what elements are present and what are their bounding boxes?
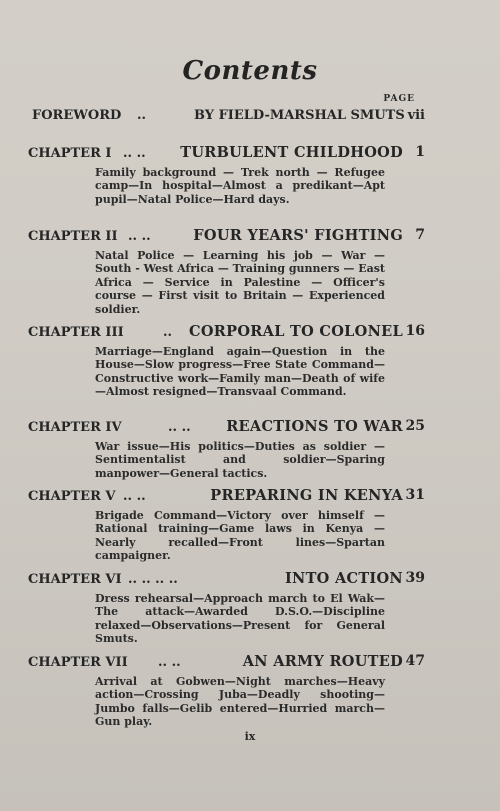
chapter-entry-4: [28, 418, 425, 480]
chapter-leader-dots: .. ..: [128, 229, 151, 244]
chapter-title: AN ARMY ROUTED: [242, 653, 403, 670]
chapter-label: CHAPTER II: [28, 229, 118, 244]
chapter-summary: Brigade Command—Victory over himself —Rational training—Game laws in Kenya —Nearly recalled—Front lines—Spartan campaigner.: [95, 509, 385, 563]
chapter-page-number: 16: [405, 323, 425, 339]
chapter-label: CHAPTER VI: [28, 572, 122, 587]
chapter-label: CHAPTER III: [28, 325, 124, 340]
chapter-page-number: 47: [405, 653, 425, 669]
chapter-page-number: 25: [405, 418, 425, 434]
chapter-leader-dots: .. ..: [123, 146, 146, 161]
chapter-page-number: 7: [415, 227, 425, 243]
chapter-summary: Family background — Trek north — Refugee camp—In hospital—Almost a predikant—Apt pupil—Natal Police—Hard days.: [95, 166, 385, 206]
chapter-summary: Natal Police — Learning his job — War — South - West Africa — Training gunners — East Africa — Service in Palestine — Officer's course — First visit to Britain — Experienced soldier.: [95, 249, 385, 316]
foreword-title: BY FIELD-MARSHAL SMUTS: [194, 108, 405, 123]
page-column-header: PAGE: [383, 94, 415, 104]
chapter-summary: Marriage—England again—Question in the House—Slow progress—Free State Command—Constructive work—Family man—Death of wife—Almost resigned—Transvaal Command.: [95, 345, 385, 399]
chapter-page-number: 31: [405, 487, 425, 503]
chapter-label: CHAPTER IV: [28, 420, 122, 435]
chapter-label: CHAPTER VII: [28, 655, 128, 670]
chapter-leader-dots: .. ..: [168, 420, 191, 435]
chapter-leader-dots: ..: [163, 325, 173, 340]
chapter-entry-2: [28, 227, 425, 316]
chapter-summary: Arrival at Gobwen—Night marches—Heavy action—Crossing Juba—Deadly shooting—Jumbo falls—Gelib entered—Hurried march—Gun play.: [95, 675, 385, 729]
chapter-label: CHAPTER I: [28, 146, 112, 161]
chapter-summary: War issue—His politics—Duties as soldier —Sentimentalist and soldier—Sparing manpower—General tactics.: [95, 440, 385, 480]
chapter-entry-3: [28, 323, 425, 399]
foreword-leader-dots: ..: [137, 108, 147, 123]
chapter-page-number: 1: [415, 144, 425, 160]
foreword-page-number: vii: [407, 108, 425, 123]
chapter-leader-dots: .. .. .. ..: [128, 572, 178, 587]
chapter-leader-dots: .. ..: [123, 489, 146, 504]
chapter-leader-dots: .. ..: [158, 655, 181, 670]
chapter-title: PREPARING IN KENYA: [210, 487, 403, 504]
chapter-title: INTO ACTION: [284, 570, 403, 587]
chapter-title: TURBULENT CHILDHOOD: [180, 144, 403, 161]
chapter-entry-7: [28, 653, 425, 729]
chapter-entry-1: [28, 144, 425, 206]
chapter-title: FOUR YEARS' FIGHTING: [193, 227, 403, 244]
chapter-summary: Dress rehearsal—Approach march to El Wak—The attack—Awarded D.S.O.—Discipline relaxed—Observations—Present for General Smuts.: [95, 592, 385, 646]
chapter-page-number: 39: [405, 570, 425, 586]
chapter-label: CHAPTER V: [28, 489, 116, 504]
chapter-title: REACTIONS TO WAR: [226, 418, 403, 435]
chapter-entry-6: [28, 570, 425, 646]
foreword-label: FOREWORD: [32, 108, 122, 123]
page-title: Contents: [182, 56, 318, 86]
chapter-title: CORPORAL TO COLONEL: [189, 323, 403, 340]
page-folio-number: ix: [244, 730, 256, 743]
chapter-entry-5: [28, 487, 425, 563]
